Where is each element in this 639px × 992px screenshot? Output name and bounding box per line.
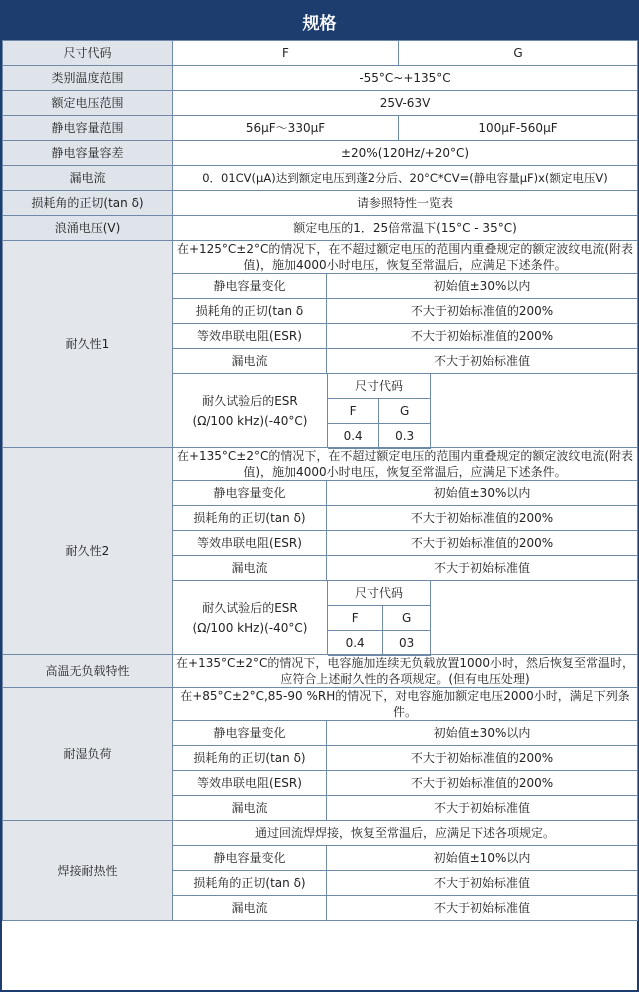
- esr-header: 尺寸代码: [328, 374, 431, 399]
- durability2-desc: 在+135°C±2°C的情况下，在不超过额定电压的范围内重叠规定的额定波纹电流(附表值)，施加4000小时电压，恢复至常温后，应满足下述条件。: [173, 448, 638, 481]
- table-row: [3, 66, 638, 91]
- esr-f-value: 0.4: [328, 424, 379, 449]
- item-name: 漏电流: [173, 896, 327, 921]
- humidity-label: 耐湿负荷: [3, 688, 173, 821]
- table-row: [3, 116, 638, 141]
- item-name: 静电容量变化: [173, 481, 327, 506]
- item-value: 不大于初始标准值: [327, 896, 638, 921]
- row-label: 漏电流: [3, 166, 173, 191]
- item-name: 漏电流: [173, 796, 327, 821]
- esr-g-value: 03: [383, 631, 431, 656]
- item-name: 静电容量变化: [173, 721, 327, 746]
- durability1-label: 耐久性1: [3, 241, 173, 448]
- item-name: 损耗角的正切(tan δ): [173, 746, 327, 771]
- row-value: 0．01CV(μA)达到额定电压到蓬2分后、20°C*CV=(静电容量μF)x(额定电压V): [173, 166, 638, 191]
- esr-g-label: G: [379, 399, 431, 424]
- durability2-label: 耐久性2: [3, 448, 173, 655]
- row-label: 静电容量容差: [3, 141, 173, 166]
- size-g: G: [399, 41, 638, 66]
- esr-mini-table: [328, 581, 431, 656]
- item-value: 不大于初始标准值: [327, 871, 638, 896]
- spec-table: [2, 40, 638, 921]
- esr-header: 尺寸代码: [328, 581, 431, 606]
- high-temp-label: 高温无负载特性: [3, 655, 173, 688]
- page-title: 规格: [2, 2, 637, 40]
- item-name: 等效串联电阻(ESR): [173, 531, 327, 556]
- item-name: 等效串联电阻(ESR): [173, 771, 327, 796]
- esr-block: [173, 581, 638, 655]
- table-row: [3, 688, 638, 721]
- esr-label-line2: (Ω/100 kHz)(-40°C): [192, 413, 308, 428]
- item-name: 静电容量变化: [173, 274, 327, 299]
- esr-label-line1: 耐久试验后的ESR: [202, 393, 298, 408]
- table-row: [3, 821, 638, 846]
- item-value: 不大于初始标准值的200%: [327, 324, 638, 349]
- item-name: 损耗角的正切(tan δ: [173, 299, 327, 324]
- row-label: 额定电压范围: [3, 91, 173, 116]
- item-value: 不大于初始标准值的200%: [327, 506, 638, 531]
- row-label: 尺寸代码: [3, 41, 173, 66]
- esr-label-line1: 耐久试验后的ESR: [202, 600, 298, 615]
- item-value: 不大于初始标准值: [327, 556, 638, 581]
- row-value: 额定电压的1．25倍常温下(15°C - 35°C): [173, 216, 638, 241]
- item-value: 不大于初始标准值: [327, 349, 638, 374]
- item-name: 损耗角的正切(tan δ): [173, 506, 327, 531]
- row-value: 请参照特性一览表: [173, 191, 638, 216]
- item-value: 不大于初始标准值的200%: [327, 771, 638, 796]
- solder-desc: 通过回流焊焊接，恢复至常温后，应满足下述各项规定。: [173, 821, 638, 846]
- table-row: [3, 166, 638, 191]
- row-value: ±20%(120Hz/+20°C): [173, 141, 638, 166]
- table-row: [3, 241, 638, 274]
- item-name: 漏电流: [173, 556, 327, 581]
- table-row: [3, 191, 638, 216]
- esr-block: [173, 374, 638, 448]
- capacity-f: 56μF～330μF: [173, 116, 399, 141]
- item-name: 静电容量变化: [173, 846, 327, 871]
- item-value: 初始值±30%以内: [327, 274, 638, 299]
- table-row: [3, 141, 638, 166]
- table-row: [3, 448, 638, 481]
- high-temp-desc: 在+135°C±2°C的情况下，电容施加连续无负载放置1000小时，然后恢复至常温时，应符合上述耐久性的各项规定。(但有电压处理): [173, 655, 638, 688]
- item-value: 初始值±30%以内: [327, 721, 638, 746]
- item-value: 初始值±10%以内: [327, 846, 638, 871]
- esr-mini-table: [328, 374, 431, 449]
- item-value: 不大于初始标准值: [327, 796, 638, 821]
- table-row: [3, 41, 638, 66]
- esr-g-label: G: [383, 606, 431, 631]
- item-value: 不大于初始标准值的200%: [327, 299, 638, 324]
- item-value: 不大于初始标准值的200%: [327, 746, 638, 771]
- row-label: 损耗角的正切(tan δ): [3, 191, 173, 216]
- item-name: 漏电流: [173, 349, 327, 374]
- esr-g-value: 0.3: [379, 424, 431, 449]
- table-row: [3, 655, 638, 688]
- item-name: 损耗角的正切(tan δ): [173, 871, 327, 896]
- row-label: 类别温度范围: [3, 66, 173, 91]
- row-value: 25V-63V: [173, 91, 638, 116]
- item-value: 初始值±30%以内: [327, 481, 638, 506]
- table-row: [3, 216, 638, 241]
- item-value: 不大于初始标准值的200%: [327, 531, 638, 556]
- row-label: 静电容量范围: [3, 116, 173, 141]
- solder-label: 焊接耐热性: [3, 821, 173, 921]
- esr-label-line2: (Ω/100 kHz)(-40°C): [192, 620, 308, 635]
- table-row: [3, 91, 638, 116]
- capacity-g: 100μF-560μF: [399, 116, 638, 141]
- esr-f-value: 0.4: [328, 631, 383, 656]
- esr-f-label: F: [328, 606, 383, 631]
- size-f: F: [173, 41, 399, 66]
- esr-f-label: F: [328, 399, 379, 424]
- row-label: 浪涌电压(V): [3, 216, 173, 241]
- durability1-desc: 在+125°C±2°C的情况下，在不超过额定电压的范围内重叠规定的额定波纹电流(附表值)，施加4000小时电压，恢复至常温后，应满足下述条件。: [173, 241, 638, 274]
- humidity-desc: 在+85°C±2°C,85-90 %RH的情况下，对电容施加额定电压2000小时，满足下列条件。: [173, 688, 638, 721]
- item-name: 等效串联电阻(ESR): [173, 324, 327, 349]
- row-value: -55°C~+135°C: [173, 66, 638, 91]
